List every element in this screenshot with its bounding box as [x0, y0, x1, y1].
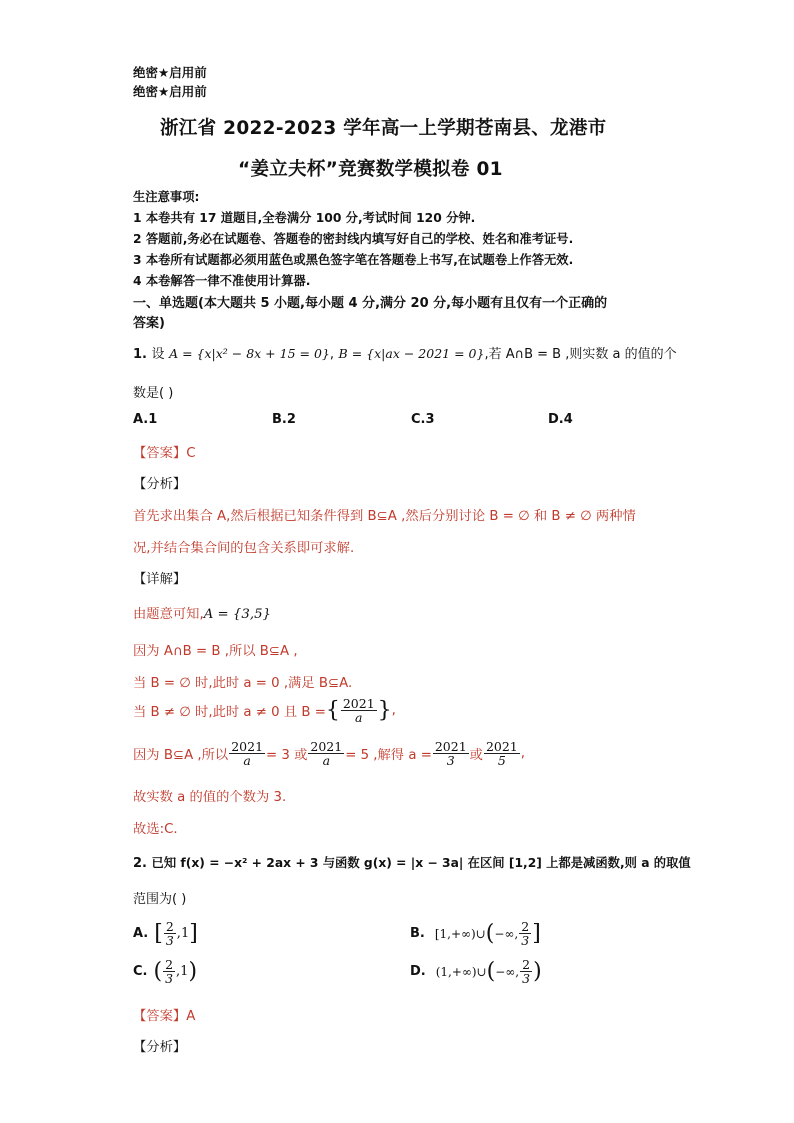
q2-stem-line2: 范围为( ) [133, 892, 187, 907]
q2-option-d [410, 958, 542, 985]
q1-answer-tag: 【答案】 [133, 446, 187, 461]
q1-sep: , [329, 347, 335, 362]
q1-d5-frac2-num: 2021 [310, 739, 343, 754]
q1-number: 1. [133, 347, 147, 362]
q1-d5-b: = 3 或 [266, 748, 308, 763]
q2-opt-c-label: C. [133, 964, 148, 979]
q2-opt-b-frac-den: 3 [521, 933, 530, 948]
q1-detail-line3: 当 B = ∅ 时,此时 a = 0 ,满足 B⊆A. [133, 676, 353, 691]
q2-stem [133, 853, 691, 871]
q1-d5-frac1-den: a [243, 753, 251, 768]
q1-option-d: D.4 [548, 412, 573, 427]
notes-heading: 生注意事项: [133, 190, 200, 204]
q1-detail-tag: 【详解】 [133, 572, 187, 587]
section-heading-line2: 答案) [133, 316, 165, 331]
q1-d4-den: a [355, 710, 363, 725]
q1-stem [133, 343, 677, 362]
q2-option-b [410, 920, 541, 947]
q2-answer-tag: 【答案】 [133, 1009, 187, 1024]
left-bracket-glyph: [ [154, 920, 163, 946]
q1-option-c: C.3 [411, 412, 435, 427]
q2-opt-b-neginf: −∞, [494, 926, 519, 941]
right-bracket-glyph: ] [189, 920, 198, 946]
note-item: 4 本卷解答一律不准使用计算器. [133, 274, 311, 288]
q2-option-c: C. ( $\frac{2}{3}$ , 1 ) [133, 957, 198, 986]
q2-option-a: A. [ $\frac{2}{3}$ , 1 ] [133, 919, 198, 948]
q2-opt-a-frac-den: 3 [165, 933, 174, 948]
q2-opt-c-frac [163, 958, 175, 985]
q1-detail-line6: 故实数 a 的值的个数为 3. [133, 790, 287, 805]
q2-opt-b-label: B. [410, 926, 425, 941]
q1-d5-frac2-den: a [322, 753, 331, 768]
q1-d5-frac1-num: 2021 [231, 739, 264, 754]
q1-d5-frac4-den: 5 [497, 753, 506, 768]
q2-answer: A [186, 1009, 196, 1024]
note-item: 3 本卷所有试题都必须用蓝色或黑色签字笔在答题卷上书写,在试题卷上作答无效. [133, 253, 574, 267]
q2-answer-row [133, 1005, 195, 1024]
left-paren-glyph: ( [485, 920, 495, 946]
q1-detail-line4: 当 B ≠ ∅ 时,此时 a ≠ 0 且 B = { $\frac{2021}{a}$ } , [133, 696, 396, 725]
q1-d5-frac3-den: 3 [446, 753, 455, 768]
q1-d4-text: 当 B ≠ ∅ 时,此时 a ≠ 0 且 B = [133, 705, 326, 720]
right-paren-glyph: ) [188, 958, 198, 984]
q2-stem-line1: 已知 f(x) = −x² + 2ax + 3 与函数 g(x) = |x − 3a| 在区间 [1,2] 上都是减函数,则 a 的取值 [151, 856, 691, 870]
q1-d5-or: 或 [469, 748, 483, 763]
q2-opt-d-label: D. [410, 964, 426, 979]
q1-d5-frac2 [308, 740, 344, 767]
left-paren-glyph: ( [486, 958, 496, 984]
q1-set-a: A = {x|x² − 8x + 15 = 0} [169, 346, 330, 361]
q2-opt-a-label: A. [133, 926, 149, 941]
q1-d1-math: A = {3,5} [203, 607, 271, 622]
q1-d4-num: 2021 [342, 696, 375, 711]
section-heading-line1: 一、单选题(本大题共 5 小题,每小题 4 分,满分 20 分,每小题有且仅有一个正确的 [133, 296, 608, 311]
page-title: 浙江省 2022-2023 学年高一上学期苍南县、龙港市 [160, 118, 607, 139]
q1-d5-c: = 5 ,解得 a = [345, 748, 432, 763]
q1-answer-row [133, 442, 195, 461]
q1-stem-line2: 数是( ) [133, 386, 174, 401]
q2-opt-d-frac-den: 3 [522, 971, 531, 986]
q1-d5-frac3-num: 2021 [434, 739, 467, 754]
right-paren-glyph: ) [533, 958, 542, 984]
q1-d4-fraction [341, 697, 377, 724]
q1-set-b: B = {x|ax − 2021 = 0} [338, 346, 485, 361]
q1-stem-prefix: 设 [151, 347, 165, 362]
q1-d5-frac3 [433, 740, 469, 767]
q1-option-a: A.1 [133, 412, 158, 427]
q2-opt-b-frac-num: 2 [521, 919, 530, 934]
q1-d5-frac1 [229, 740, 265, 767]
q2-opt-a-frac [164, 920, 176, 947]
q1-detail-line2: 因为 A∩B = B ,所以 B⊆A , [133, 644, 298, 659]
q1-detail-line1 [133, 603, 271, 622]
q1-option-b: B.2 [272, 412, 296, 427]
q2-opt-b-inf: [1,+∞)∪ [434, 926, 486, 941]
secret-label-1: 绝密★启用前 [133, 65, 207, 80]
q2-opt-c-one: 1 [180, 964, 189, 979]
q2-opt-d-neginf: −∞, [495, 964, 520, 979]
q1-d5-frac4-num: 2021 [485, 739, 518, 754]
page-subtitle: “姜立夫杯”竞赛数学模拟卷 01 [238, 159, 503, 180]
q2-number: 2. [133, 856, 147, 871]
q2-opt-a-one: 1 [180, 926, 190, 941]
q1-detail-line7: 故选:C. [133, 822, 178, 837]
q1-d5-a: 因为 B⊆A ,所以 [133, 748, 229, 763]
q1-d1-text: 由题意可知, [133, 607, 204, 622]
secret-label-2: 绝密★启用前 [133, 84, 207, 99]
note-item: 2 答题前,务必在试题卷、答题卷的密封线内填写好自己的学校、姓名和准考证号. [133, 232, 574, 246]
q1-analysis-line1: 首先求出集合 A,然后根据已知条件得到 B⊆A ,然后分别讨论 B = ∅ 和 B ≠ ∅ 两种情 [133, 509, 636, 524]
q2-opt-a-frac-num: 2 [165, 919, 174, 934]
q2-opt-c-frac-den: 3 [165, 971, 174, 986]
left-brace-glyph: { [325, 697, 340, 723]
q1-detail-line5: 因为 B⊆A ,所以 $\frac{2021}{a}$ = 3 或 $\frac{2021}{a}$ = 5 ,解得 a = $\frac{2021}{3}$ 或 $\frac{2021}{5}$ , [133, 739, 525, 768]
q2-opt-d-inf: (1,+∞)∪ [435, 964, 487, 979]
q2-opt-c-frac-num: 2 [165, 957, 174, 972]
q1-d5-frac4 [484, 740, 520, 767]
q2-opt-d-frac-num: 2 [522, 957, 531, 972]
q1-condition: ,若 A∩B = B ,则实数 a 的值的个 [484, 347, 677, 362]
q2-analysis-tag: 【分析】 [133, 1040, 187, 1055]
left-paren-glyph: ( [153, 958, 163, 984]
q1-answer: C [186, 446, 196, 461]
q1-analysis-tag: 【分析】 [133, 477, 187, 492]
q1-analysis-line2: 况,并结合集合间的包含关系即可求解. [133, 541, 355, 556]
q2-opt-b-frac [519, 920, 531, 947]
right-brace-glyph: } [377, 697, 392, 723]
note-item: 1 本卷共有 17 道题目,全卷满分 100 分,考试时间 120 分钟. [133, 211, 476, 225]
q2-opt-d-frac [520, 958, 532, 985]
right-bracket-glyph: ] [532, 920, 541, 946]
